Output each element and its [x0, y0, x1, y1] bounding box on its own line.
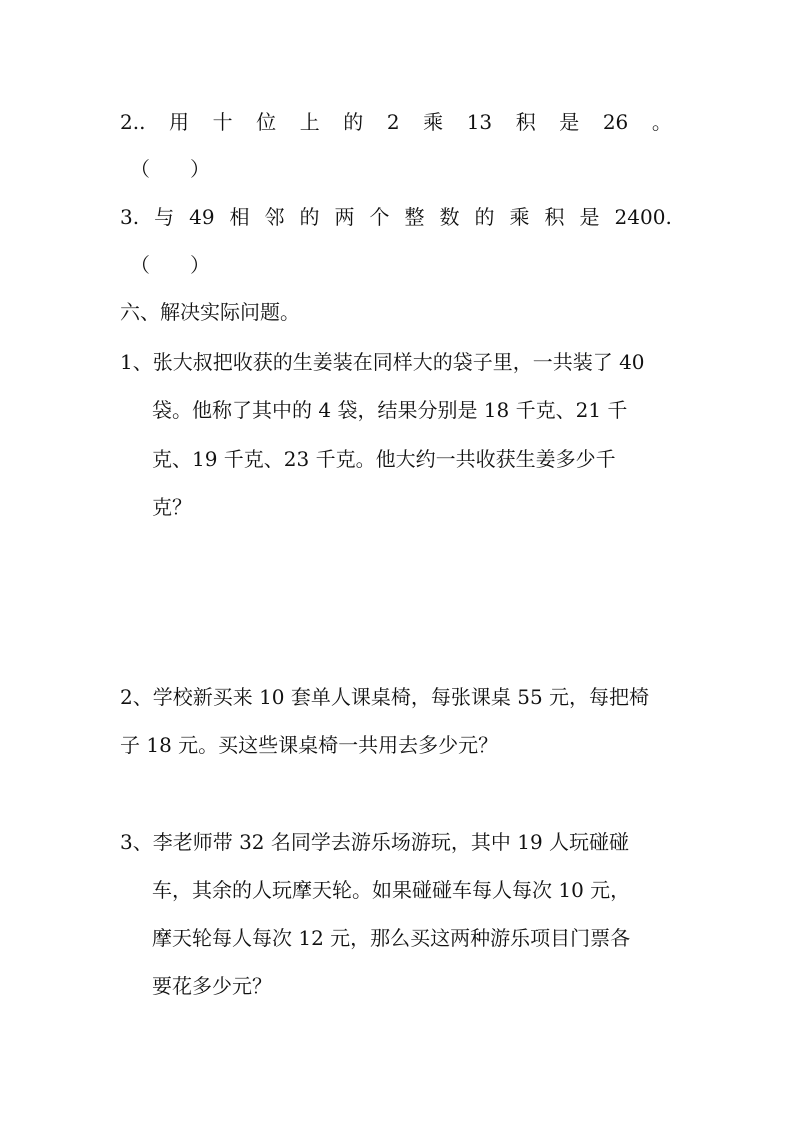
problem-3-line: 要花多少元？ [152, 974, 272, 998]
q3-token: 数 [439, 205, 460, 229]
q3-token: 2400. [614, 205, 672, 229]
q3-token: 是 [579, 205, 600, 229]
question-3-statement [120, 205, 672, 229]
q3-token: 49 [189, 205, 215, 229]
paren-close: ） [190, 253, 210, 277]
problem-2-line: 2、学校新买来 10 套单人课桌椅，每张课桌 55 元，每把椅 [120, 685, 650, 709]
paren-open: （ [130, 253, 150, 277]
section-6-heading: 六、解决实际问题。 [120, 300, 300, 324]
problem-2-line: 子 18 元。买这些课桌椅一共用去多少元？ [120, 733, 499, 757]
q3-token: 整 [404, 205, 425, 229]
q2-token: 26 [602, 110, 629, 134]
q3-token: 两 [334, 205, 355, 229]
q2-token: 乘 [423, 110, 444, 134]
problem-3-line: 3、李老师带 32 名同学去游乐场游玩，其中 19 人玩碰碰 [120, 830, 630, 854]
q3-token: 积 [544, 205, 565, 229]
q2-token: 2.. [120, 110, 146, 134]
problem-1-line: 克？ [152, 495, 192, 519]
q2-token: 上 [299, 110, 320, 134]
paren-open: （ [130, 157, 150, 181]
problem-3-line: 摩天轮每人每次 12 元，那么买这两种游乐项目门票各 [152, 926, 631, 950]
question-2-answer-parentheses [130, 157, 210, 181]
problem-1-line: 克、19 千克、23 千克。他大约一共收获生姜多少千 [152, 447, 616, 471]
q2-token: 2 [386, 110, 400, 134]
q3-token: 与 [154, 205, 175, 229]
q3-token: 乘 [509, 205, 530, 229]
q2-token: 是 [559, 110, 580, 134]
q2-token: 。 [651, 110, 672, 134]
q2-token: 积 [515, 110, 536, 134]
question-3-answer-parentheses [130, 253, 210, 277]
q2-token: 用 [169, 110, 190, 134]
problem-1-line: 袋。他称了其中的 4 袋，结果分别是 18 千克、21 千 [152, 398, 628, 422]
q3-token: 的 [299, 205, 320, 229]
q3-token: 邻 [264, 205, 285, 229]
question-2-statement [120, 110, 672, 134]
q2-token: 位 [256, 110, 277, 134]
q3-token: 个 [369, 205, 390, 229]
paren-close: ） [190, 157, 210, 181]
q3-token: 3. [120, 205, 140, 229]
q3-token: 的 [474, 205, 495, 229]
problem-1-line: 1、张大叔把收获的生姜装在同样大的袋子里，一共装了 40 [120, 350, 645, 374]
q2-token: 的 [343, 110, 364, 134]
q2-token: 13 [466, 110, 493, 134]
q3-token: 相 [229, 205, 250, 229]
q2-token: 十 [212, 110, 233, 134]
problem-3-line: 车，其余的人玩摩天轮。如果碰碰车每人每次 10 元， [152, 878, 631, 902]
